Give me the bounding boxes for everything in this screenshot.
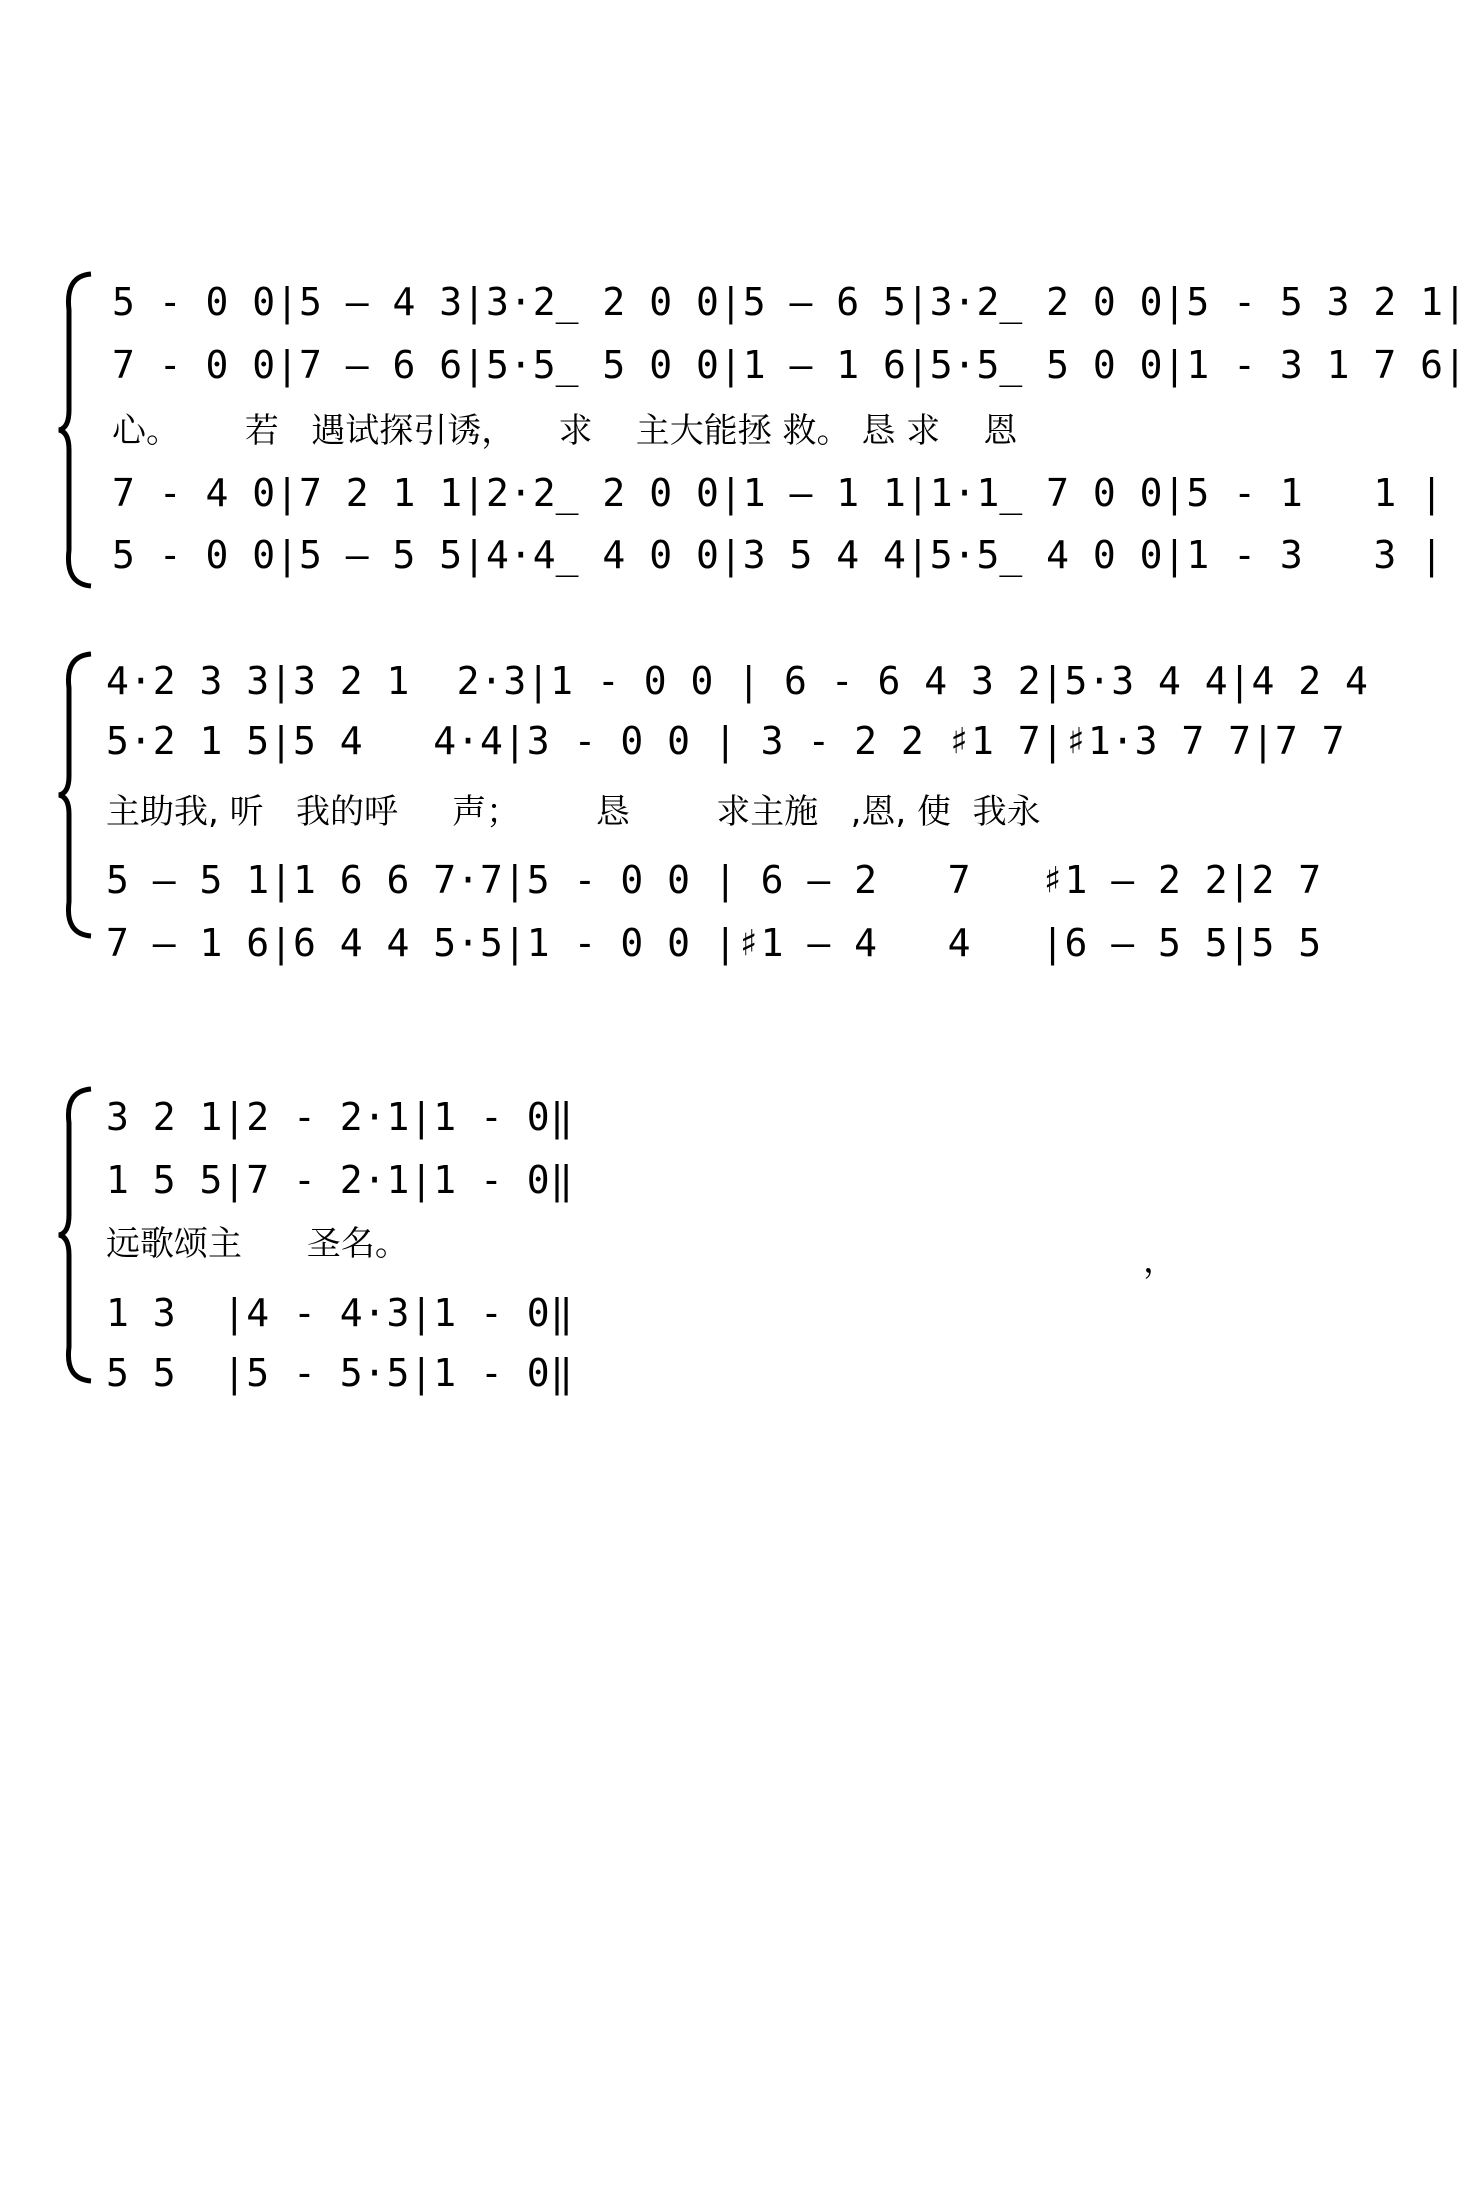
soprano-line: 4·2 3 3|3 2 1 2·3|1 - 0 0 | 6 - 6 4 3 2|5·3 4 4|4 2 4 [106, 659, 1369, 703]
brace-icon [55, 650, 95, 940]
tenor-line: 7 - 4 0|7 2 1 1|2·2̲ 2 0 0|1 – 1 1|1·1̲ 7 0 0|5 - 1 1 | [112, 471, 1444, 515]
tenor-line: 1 3 |4 - 4·3|1 - 0‖ [106, 1291, 574, 1335]
bass-line: 5 5 |5 - 5·5|1 - 0‖ [106, 1351, 574, 1395]
alto-line: 1 5 5|7 - 2·1|1 - 0‖ [106, 1158, 574, 1202]
lyric-line: 远歌颂主 圣名。 [106, 1224, 409, 1264]
stray-comma: ， [1143, 1241, 1177, 1281]
brace-icon [55, 270, 95, 590]
soprano-line: 5 - 0 0|5 – 4 3|3·2̲ 2 0 0|5 – 6 5|3·2̲ 2 0 0|5 - 5 3 2 1| [112, 280, 1467, 324]
alto-line: 7 - 0 0|7 – 6 6|5·5̲ 5 0 0|1 – 1 6|5·5̲ 5 0 0|1 - 3 1 7 6| [112, 343, 1467, 387]
lyric-line: 主助我, 听 我的呼 声； 恳 求主施 ,恩, 使 我永 [106, 792, 1041, 832]
bass-line: 7 – 1 6|6 4 4 5·5|1 - 0 0 |♯1 – 4 4 |6 – 5 5|5 5 [106, 921, 1322, 965]
alto-line: 5·2 1 5|5 4 4·4|3 - 0 0 | 3 - 2 2 ♯1 7|♯1·3 7 7|7 7 [106, 719, 1346, 763]
lyric-line: 心。 若 遇试探引诱， 求 主大能拯 救。 恳 求 恩 [112, 411, 1018, 451]
brace-icon [55, 1085, 95, 1385]
bass-line: 5 - 0 0|5 – 5 5|4·4̲ 4 0 0|3 5 4 4|5·5̲ 4 0 0|1 - 3 3 | [112, 533, 1444, 577]
tenor-line: 5 – 5 1|1 6 6 7·7|5 - 0 0 | 6 – 2 7 ♯1 – 2 2|2 7 [106, 858, 1322, 902]
soprano-line: 3 2 1|2 - 2·1|1 - 0‖ [106, 1095, 574, 1139]
